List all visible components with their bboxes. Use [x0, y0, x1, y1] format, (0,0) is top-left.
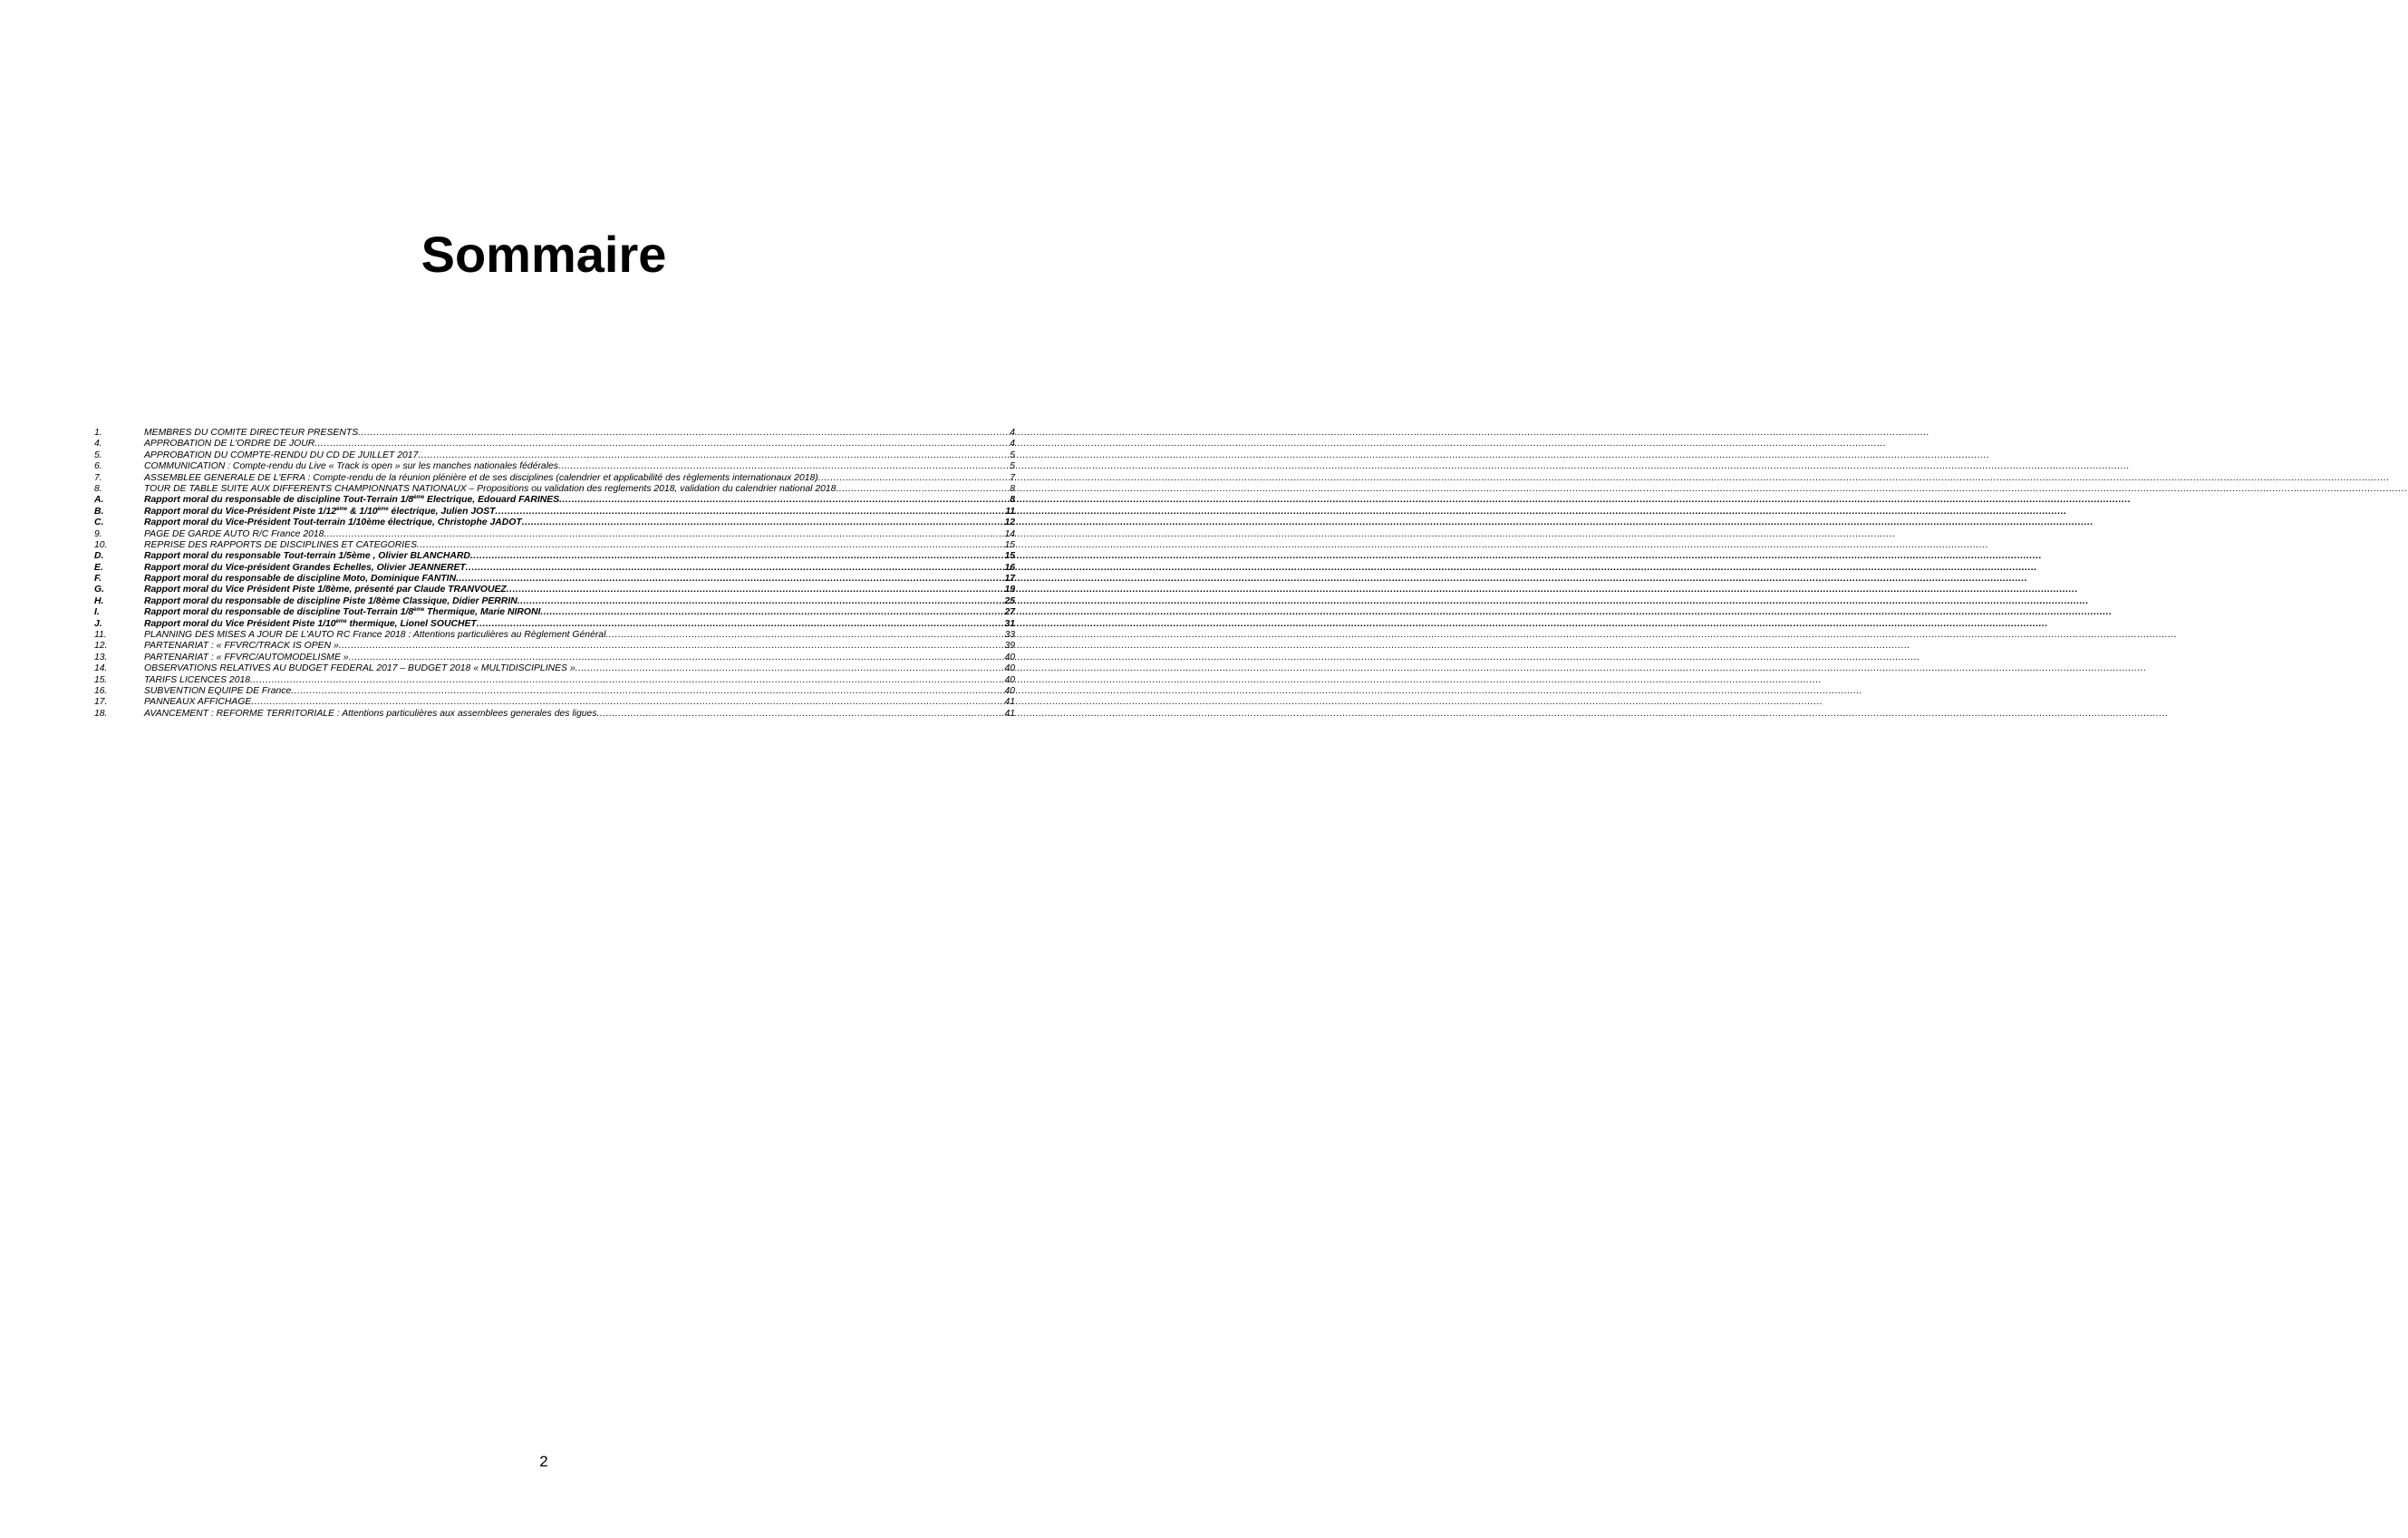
toc-entry-title-part: & 1/10	[347, 506, 378, 517]
toc-entry-page: 8	[1010, 483, 1015, 494]
toc-entry[interactable]	[94, 675, 1015, 686]
page-title: Sommaire	[421, 226, 667, 283]
toc-entry-number: 16.	[94, 685, 108, 696]
toc-entry-title	[144, 630, 605, 641]
toc-entry-title-part: PAGE DE GARDE AUTO R/C France 2018	[144, 528, 324, 539]
toc-entry[interactable]	[94, 641, 1015, 652]
toc-entry-title-part: Rapport moral du responsable de discipline Tout-Terrain 1/8	[144, 495, 414, 506]
toc-entry-title-part: APPROBATION DE L'ORDRE DE JOUR	[144, 439, 315, 450]
toc-entry-superscript: ème	[377, 506, 389, 512]
toc-entry-number: 14.	[94, 663, 108, 674]
toc-entry-title-part: REPRISE DES RAPPORTS DE DISCIPLINES ET CATEGORIES	[144, 539, 418, 550]
toc-dot-leader	[597, 709, 1005, 720]
toc-entry-number: 11.	[94, 630, 107, 641]
toc-entry-page: 5	[1010, 450, 1015, 460]
toc-entry[interactable]	[94, 540, 1015, 551]
toc-entry-page: 14	[1004, 528, 1015, 539]
toc-entry-title	[144, 563, 466, 574]
table-of-contents	[94, 428, 1015, 720]
toc-dot-leader	[477, 619, 1005, 630]
toc-dot-leader	[417, 540, 1004, 551]
toc-entry-page: 40	[1004, 685, 1015, 696]
toc-dot-leader	[349, 653, 1005, 663]
toc-entry-title-part: Rapport moral du Vice Président Piste 1/10	[144, 618, 336, 629]
toc-entry-title	[144, 540, 417, 551]
toc-entry-page: 11	[1005, 506, 1015, 517]
toc-entry-title	[144, 585, 507, 595]
toc-entry-title	[144, 709, 597, 720]
toc-entry-number: 7.	[94, 472, 102, 483]
toc-entry[interactable]	[94, 596, 1015, 607]
toc-entry-title	[144, 653, 349, 663]
toc-dot-leader	[470, 551, 1005, 562]
toc-entry-title	[144, 697, 251, 708]
page-number: 2	[539, 1453, 548, 1470]
toc-entry-title	[144, 461, 558, 472]
toc-entry[interactable]	[94, 529, 1015, 540]
toc-entry-title	[144, 450, 418, 461]
toc-entry-title	[144, 574, 456, 585]
toc-entry[interactable]	[94, 619, 1015, 630]
toc-entry-title	[144, 473, 818, 484]
toc-entry-page: 41	[1004, 697, 1015, 708]
toc-entry-title	[144, 551, 470, 562]
toc-entry[interactable]	[94, 663, 1015, 674]
toc-dot-leader	[540, 607, 1004, 618]
toc-entry[interactable]	[94, 686, 1015, 697]
toc-entry-number: F.	[94, 574, 102, 585]
toc-entry[interactable]	[94, 518, 1015, 528]
toc-entry-title-part: MEMBRES DU COMITE DIRECTEUR PRESENTS	[144, 428, 359, 438]
toc-entry[interactable]	[94, 450, 1015, 461]
toc-dot-leader	[836, 484, 1010, 495]
toc-entry-title-part: Rapport moral du Vice-Président Tout-terrain 1/10ème électrique, Christophe JADOT	[144, 518, 522, 528]
toc-entry[interactable]	[94, 484, 1015, 495]
toc-dot-leader	[418, 450, 1010, 461]
toc-entry[interactable]	[94, 574, 1015, 585]
toc-entry-number: B.	[94, 506, 104, 517]
toc-entry[interactable]	[94, 630, 1015, 641]
toc-entry-title-part: SUBVENTION EQUIPE DE France	[144, 685, 292, 696]
toc-entry-superscript: ème	[336, 506, 348, 512]
toc-entry[interactable]	[94, 551, 1015, 562]
toc-entry-title	[144, 507, 495, 518]
toc-entry-title	[144, 663, 575, 674]
toc-entry-page: 31	[1004, 618, 1015, 629]
toc-entry[interactable]	[94, 709, 1015, 720]
toc-entry-title-part: PLANNING DES MISES A JOUR DE L'AUTO RC France 2018 : Attentions particulières au Règlement Général	[144, 630, 606, 641]
toc-entry-title-part: électrique, Julien JOST	[388, 506, 496, 517]
toc-entry-number: G.	[94, 585, 104, 595]
toc-dot-leader	[495, 507, 1005, 518]
toc-entry-number: 4.	[94, 439, 102, 450]
toc-entry-page: 25	[1004, 595, 1015, 606]
toc-entry-title-part: Electrique, Edouard FARINES	[424, 495, 560, 506]
toc-entry-title-part: OBSERVATIONS RELATIVES AU BUDGET FEDERAL 2017 – BUDGET 2018 « MULTIDISCIPLINES »	[144, 663, 575, 674]
toc-dot-leader	[605, 630, 1004, 641]
toc-entry-page: 40	[1004, 674, 1015, 685]
toc-dot-leader	[507, 585, 1005, 595]
toc-dot-leader	[314, 439, 1010, 450]
toc-entry-page: 12	[1004, 518, 1015, 528]
toc-entry-number: D.	[94, 551, 104, 562]
toc-entry-number: E.	[94, 562, 103, 573]
toc-entry[interactable]	[94, 607, 1015, 618]
toc-entry[interactable]	[94, 495, 1015, 506]
toc-entry-title-part: PARTENARIAT : « FFVRC/TRACK IS OPEN »	[144, 641, 339, 652]
toc-entry[interactable]	[94, 585, 1015, 595]
toc-entry-page: 4	[1010, 428, 1015, 438]
toc-entry-number: C.	[94, 518, 104, 528]
toc-entry-title	[144, 686, 291, 697]
toc-entry-title	[144, 619, 477, 630]
toc-entry-number: 13.	[94, 652, 108, 663]
toc-entry-title-part: Rapport moral du Vice-président Grandes Echelles, Olivier JEANNERET	[144, 562, 466, 573]
toc-entry-number: 8.	[94, 483, 102, 494]
toc-entry-title	[144, 607, 540, 618]
toc-entry-number: J.	[94, 618, 102, 629]
toc-entry-title	[144, 428, 358, 439]
toc-entry-page: 19	[1004, 585, 1015, 595]
toc-entry[interactable]	[94, 563, 1015, 574]
toc-entry-title-part: TARIFS LICENCES 2018	[144, 674, 251, 685]
toc-entry-title-part: PANNEAUX AFFICHAGE	[144, 697, 252, 708]
toc-entry-number: 17.	[94, 697, 108, 708]
toc-entry-page: 7	[1010, 472, 1015, 483]
toc-entry-title-part: Thermique, Marie NIRONI	[424, 607, 541, 618]
toc-entry-title	[144, 518, 522, 528]
toc-entry-title	[144, 495, 559, 506]
toc-entry-number: H.	[94, 595, 104, 606]
toc-entry[interactable]	[94, 473, 1015, 484]
toc-entry-page: 5	[1010, 461, 1015, 472]
toc-entry-number: 10.	[94, 539, 108, 550]
toc-entry-title-part: Rapport moral du responsable Tout-terrain 1/5ème , Olivier BLANCHARD	[144, 551, 470, 562]
toc-entry-page: 33	[1004, 630, 1015, 641]
toc-entry[interactable]	[94, 697, 1015, 708]
toc-entry-title-part: TOUR DE TABLE SUITE AUX DIFFERENTS CHAMPIONNATS NATIONAUX – Propositions ou validation des reglements 2018, validation du calendrier national 2018	[144, 483, 837, 494]
toc-dot-leader	[339, 641, 1005, 652]
toc-entry-page: 17	[1004, 574, 1015, 585]
toc-entry-number: 9.	[94, 528, 102, 539]
toc-dot-leader	[250, 675, 1004, 686]
toc-dot-leader	[358, 428, 1010, 439]
toc-entry-title-part: Rapport moral du Vice Président Piste 1/8ème, présenté par Claude TRANVOUEZ	[144, 585, 507, 595]
toc-entry-superscript: ème	[413, 495, 425, 501]
toc-entry-number: 5.	[94, 450, 102, 460]
toc-entry-title-part: APPROBATION DU COMPTE-RENDU DU CD DE JUILLET 2017	[144, 450, 419, 460]
toc-entry-title-part: Rapport moral du responsable de discipline Piste 1/8ème Classique, Didier PERRIN	[144, 595, 517, 606]
toc-entry-page: 41	[1004, 708, 1015, 719]
toc-entry-title-part: AVANCEMENT : REFORME TERRITORIALE : Attentions particulières aux assemblees generales des ligues	[144, 708, 597, 719]
toc-entry-superscript: ème	[413, 607, 425, 614]
toc-entry-title	[144, 439, 314, 450]
toc-entry-title	[144, 641, 339, 652]
toc-entry-title-part: ASSEMBLEE GENERALE DE L'EFRA : Compte-rendu de la réunion plénière et de ses disciplines (calendrier et applicabilité des règlements internationaux 2018)	[144, 472, 818, 483]
toc-entry[interactable]	[94, 507, 1015, 518]
toc-entry-page: 15	[1004, 539, 1015, 550]
toc-entry-page: 40	[1004, 652, 1015, 663]
toc-entry-title-part: thermique, Lionel SOUCHET	[346, 618, 477, 629]
toc-entry-number: 6.	[94, 461, 102, 472]
toc-entry-number: A.	[94, 495, 104, 506]
toc-entry-superscript: ème	[335, 618, 347, 624]
toc-entry-number: I.	[94, 607, 100, 618]
toc-dot-leader	[466, 563, 1005, 574]
toc-entry-page: 16	[1004, 562, 1015, 573]
toc-dot-leader	[818, 473, 1010, 484]
toc-entry-title-part: Rapport moral du responsable de discipline Tout-Terrain 1/8	[144, 607, 414, 618]
toc-entry-title	[144, 529, 324, 540]
toc-entry[interactable]	[94, 653, 1015, 663]
toc-dot-leader	[559, 495, 1010, 506]
toc-entry-page: 39	[1004, 641, 1015, 652]
toc-entry-title	[144, 484, 836, 495]
toc-dot-leader	[456, 574, 1004, 585]
toc-entry-page: 15	[1004, 551, 1015, 562]
toc-entry-number: 1.	[94, 428, 102, 438]
toc-entry-title	[144, 675, 250, 686]
toc-dot-leader	[522, 518, 1005, 528]
toc-dot-leader	[575, 663, 1005, 674]
toc-entry[interactable]	[94, 461, 1015, 472]
toc-entry-title-part: PARTENARIAT : « FFVRC/AUTOMODELISME »	[144, 652, 349, 663]
toc-entry[interactable]	[94, 428, 1015, 439]
toc-entry[interactable]	[94, 439, 1015, 450]
toc-entry-title-part: Rapport moral du responsable de discipline Moto, Dominique FANTIN	[144, 574, 457, 585]
toc-entry-page: 8	[1010, 495, 1015, 506]
toc-dot-leader	[291, 686, 1004, 697]
toc-entry-page: 27	[1004, 607, 1015, 618]
toc-dot-leader	[251, 697, 1004, 708]
toc-dot-leader	[558, 461, 1010, 472]
toc-dot-leader	[517, 596, 1005, 607]
toc-entry-title-part: COMMUNICATION : Compte-rendu du Live « Track is open » sur les manches nationales fédérales	[144, 461, 558, 472]
toc-entry-page: 40	[1004, 663, 1015, 674]
toc-entry-title-part: Rapport moral du Vice-Président Piste 1/12	[144, 506, 337, 517]
toc-dot-leader	[324, 529, 1004, 540]
toc-entry-title	[144, 596, 517, 607]
toc-entry-number: 12.	[94, 641, 108, 652]
toc-entry-number: 15.	[94, 674, 108, 685]
toc-entry-page: 4	[1010, 439, 1015, 450]
toc-entry-number: 18.	[94, 708, 108, 719]
